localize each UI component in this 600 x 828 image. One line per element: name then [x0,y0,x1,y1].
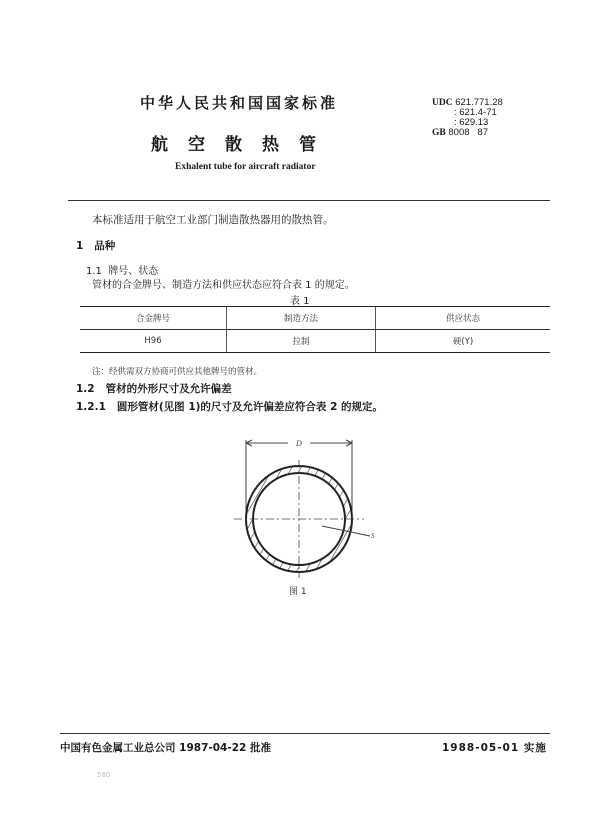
table-header-row [80,307,550,330]
document-title-english: Exhalent tube for aircraft radiator [175,162,316,172]
section-1-1-text: 管材的合金牌号、制造方法和供应状态应符合表 1 的规定。 [92,280,355,291]
scope-paragraph: 本标准适用于航空工业部门制造散热器用的散热管。 [92,214,334,226]
approval-text: 中国有色金属工业总公司 1987-04-22 批准 [60,742,271,754]
footer-divider [60,733,550,734]
standard-name: 中华人民共和国国家标准 [140,94,339,112]
table-row [80,330,550,353]
figure-1-caption: 图 1 [289,587,307,597]
dimension-label-s: S [371,532,375,540]
cell-state: 硬(Y) [376,330,551,353]
figure-1-tube-cross-section [230,430,390,580]
table-1-note: 注：经供需双方协商可供应其他牌号的管材。 [92,367,263,377]
classification-codes [432,98,503,138]
column-header-state: 供应状态 [376,307,551,330]
section-1-heading: 1 品种 [76,240,116,252]
table-1-caption: 表 1 [290,296,310,307]
column-header-alloy: 合金牌号 [80,307,227,330]
section-1-1-heading: 1.1 牌号、状态 [86,266,159,277]
udc-code-row: : 629.13 [454,117,489,128]
column-header-method: 制造方法 [227,307,376,330]
cell-alloy: H96 [80,330,227,353]
cell-method: 拉制 [227,330,376,353]
section-1-2-heading: 1.2 管材的外形尺寸及允许偏差 [76,383,232,395]
document-title: 航空散热管 [151,135,336,155]
table-1 [80,306,550,353]
udc-code-row: UDC 621.771.28 [432,97,503,108]
header-divider [68,200,550,201]
section-1-2-1-text: 1.2.1 圆形管材(见图 1)的尺寸及允许偏差应符合表 2 的规定。 [76,401,384,413]
dimension-label-d: D [296,439,302,448]
page-number: 580 [97,771,111,779]
effective-date-text: 1988-05-01 实施 [442,742,547,754]
udc-code-row: : 621.4-71 [454,107,497,118]
gb-code-row: GB 8008 87 [432,127,488,138]
